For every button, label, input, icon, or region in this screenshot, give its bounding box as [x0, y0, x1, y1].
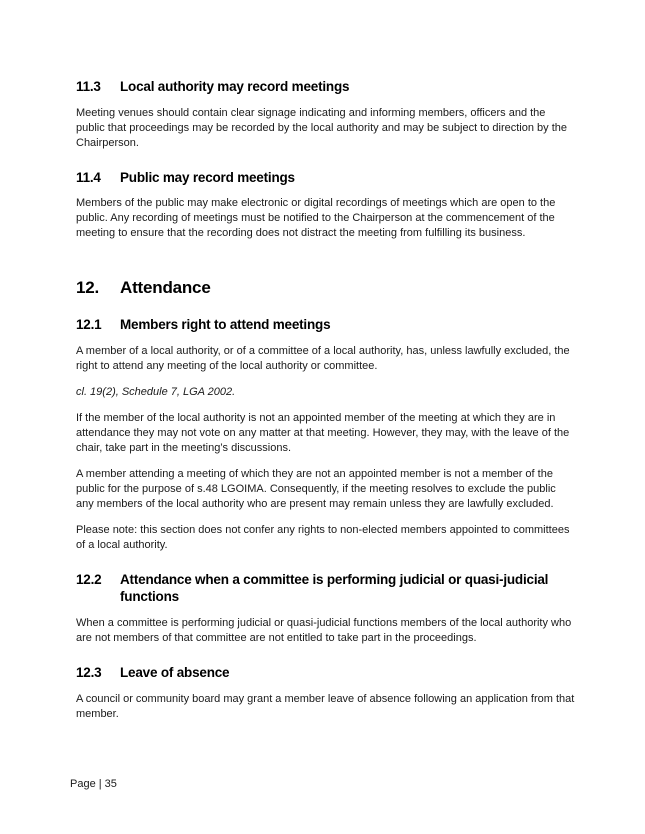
section-title: Public may record meetings [120, 169, 295, 185]
section-heading-12-1 [76, 316, 575, 334]
paragraph: Members of the public may make electronic or digital recordings of meetings which are open to the public. Any recording of meetings must be notified to the Chairperson at the commencement of the meeting to ensure that the recording does not distract the meeting from fulfilling its business. [76, 197, 556, 240]
paragraph: Please note: this section does not confer any rights to non-elected members appointed to committees of a local authority. [76, 523, 570, 551]
paragraph: When a committee is performing judicial or quasi-judicial functions members of the local authority who are not members of that committee are not entitled to take part in the proceedings. [76, 616, 572, 644]
section-number: 11.4 [76, 169, 101, 185]
paragraph: A council or community board may grant a member leave of absence following an application from that member. [76, 692, 575, 720]
page-number: Page | 35 [70, 778, 117, 790]
section-number: 12.2 [76, 571, 102, 587]
section-number: 12.1 [76, 317, 102, 333]
section-heading-11-4 [76, 169, 575, 187]
chapter-title: Attendance [120, 278, 211, 298]
chapter-heading-12 [76, 277, 575, 298]
section-heading-11-3 [76, 78, 575, 96]
section-heading-12-3 [76, 664, 575, 682]
section-title: Members right to attend meetings [120, 317, 331, 333]
paragraph: A member of a local authority, or of a committee of a local authority, has, unless lawfully excluded, the right to attend any meeting of the local authority or committee. [76, 344, 570, 372]
paragraph: If the member of the local authority is not an appointed member of the meeting at which they are in attendance they may not vote on any matter at that meeting. However, they may, with the leave of the chair, take part in the meeting’s discussions. [76, 411, 570, 454]
section-number: 11.3 [76, 79, 101, 94]
section-title: Leave of absence [120, 664, 230, 680]
legal-citation: cl. 19(2), Schedule 7, LGA 2002. [76, 385, 236, 398]
section-title: Local authority may record meetings [120, 79, 350, 94]
paragraph: Meeting venues should contain clear signage indicating and informing members, officers and the public that proceedings may be recorded by the local authority and may be subject to direction by the Chairperson. [76, 106, 568, 149]
section-number: 12.3 [76, 664, 102, 680]
paragraph: A member attending a meeting of which they are not an appointed member is not a member of the public for the purpose of s.48 LGOIMA. Consequently, if the meeting resolves to exclude the public any members of the local authority who are present may remain unless they are lawfully excluded. [76, 467, 556, 510]
chapter-number: 12. [76, 278, 100, 298]
section-heading-12-2 [76, 571, 575, 606]
section-title: Attendance when a committee is performing judicial or quasi-judicial functions [120, 571, 549, 605]
